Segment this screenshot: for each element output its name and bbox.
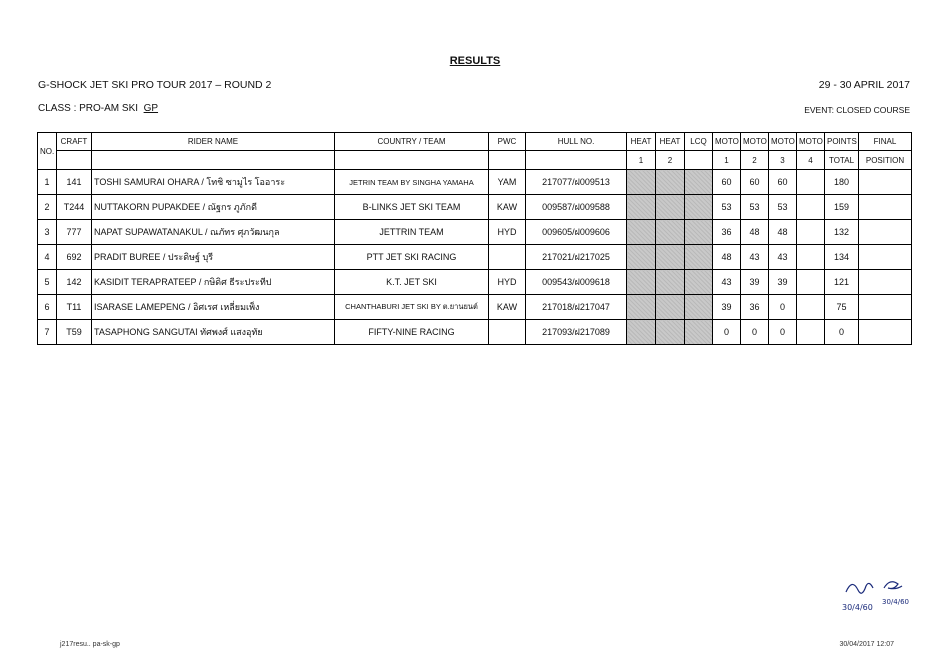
col-moto-4: MOTO	[797, 133, 825, 151]
cell-team: K.T. JET SKI	[335, 270, 489, 295]
col-no: NO.	[38, 133, 57, 170]
col-position: POSITION	[859, 151, 912, 170]
col-final: FINAL	[859, 133, 912, 151]
cell-team: B-LINKS JET SKI TEAM	[335, 195, 489, 220]
cell-position	[859, 195, 912, 220]
event-title: G-SHOCK JET SKI PRO TOUR 2017 – ROUND 2	[38, 79, 272, 91]
cell-m2: 39	[741, 270, 769, 295]
cell-hull: 217093/ฝ217089	[526, 320, 627, 345]
cell-rider: NAPAT SUPAWATANAKUL / ณภัทร ศุภวัฒนกุล	[92, 220, 335, 245]
cell-rider: TOSHI SAMURAI OHARA / โทชิ ซามูไร โออาระ	[92, 170, 335, 195]
cell-m1: 48	[713, 245, 741, 270]
signature-mark	[836, 570, 916, 615]
table-row	[38, 295, 912, 320]
footer-timestamp: 30/04/2017 12:07	[839, 641, 894, 648]
col-country: COUNTRY / TEAM	[335, 133, 489, 151]
cell-no: 1	[38, 170, 57, 195]
shaded-cell	[627, 245, 656, 270]
cell-pwc: HYD	[489, 220, 526, 245]
cell-m3: 39	[769, 270, 797, 295]
cell-m2: 43	[741, 245, 769, 270]
cell-pwc: YAM	[489, 170, 526, 195]
cell-craft: 692	[57, 245, 92, 270]
col-craft: CRAFT	[57, 133, 92, 151]
header-cell	[57, 151, 92, 170]
cell-no: 2	[38, 195, 57, 220]
cell-team: FIFTY-NINE RACING	[335, 320, 489, 345]
cell-m1: 0	[713, 320, 741, 345]
table-row	[38, 270, 912, 295]
shaded-cell	[685, 295, 713, 320]
table-row	[38, 320, 912, 345]
shaded-cell	[627, 220, 656, 245]
cell-hull: 217021/ฝ217025	[526, 245, 627, 270]
cell-m4	[797, 295, 825, 320]
cell-craft: T11	[57, 295, 92, 320]
cell-pwc: HYD	[489, 270, 526, 295]
shaded-cell	[627, 295, 656, 320]
cell-hull: 009543/ฝ009618	[526, 270, 627, 295]
moto-1-number: 1	[713, 151, 741, 170]
cell-position	[859, 220, 912, 245]
cell-position	[859, 270, 912, 295]
cell-team: PTT JET SKI RACING	[335, 245, 489, 270]
cell-m3: 0	[769, 320, 797, 345]
shaded-cell	[685, 220, 713, 245]
shaded-cell	[685, 245, 713, 270]
cell-m3: 0	[769, 295, 797, 320]
cell-total: 121	[825, 270, 859, 295]
cell-position	[859, 170, 912, 195]
col-moto-2: MOTO	[741, 133, 769, 151]
cell-team: JETRIN TEAM BY SINGHA YAMAHA	[335, 170, 489, 195]
cell-no: 6	[38, 295, 57, 320]
cell-m1: 43	[713, 270, 741, 295]
moto-2-number: 2	[741, 151, 769, 170]
cell-no: 4	[38, 245, 57, 270]
header-row	[38, 133, 912, 151]
cell-m4	[797, 170, 825, 195]
shaded-cell	[685, 170, 713, 195]
table-row	[38, 245, 912, 270]
cell-total: 75	[825, 295, 859, 320]
cell-m4	[797, 245, 825, 270]
cell-rider: PRADIT BUREE / ประดิษฐ์ บุรี	[92, 245, 335, 270]
col-lcq: LCQ	[685, 133, 713, 151]
event-type: EVENT: CLOSED COURSE	[804, 105, 910, 115]
cell-team: CHANTHABURI JET SKI BY ต.ยานยนต์	[335, 295, 489, 320]
cell-craft: 777	[57, 220, 92, 245]
cell-rider: TASAPHONG SANGUTAI ทัศพงศ์ แสงอุทัย	[92, 320, 335, 345]
col-total: TOTAL	[825, 151, 859, 170]
cell-craft: T244	[57, 195, 92, 220]
cell-m1: 53	[713, 195, 741, 220]
table-row	[38, 220, 912, 245]
cell-m3: 48	[769, 220, 797, 245]
class-label: CLASS : PRO-AM SKI	[38, 103, 139, 114]
signature-date-left: 30/4/60	[842, 603, 873, 612]
cell-hull: 217018/ฝ217047	[526, 295, 627, 320]
shaded-cell	[656, 195, 685, 220]
cell-m4	[797, 220, 825, 245]
moto-4-number: 4	[797, 151, 825, 170]
cell-team: JETTRIN TEAM	[335, 220, 489, 245]
col-heat-1: HEAT	[627, 133, 656, 151]
header-subrow	[38, 151, 912, 170]
col-pwc: PWC	[489, 133, 526, 151]
col-heat-2: HEAT	[656, 133, 685, 151]
moto-3-number: 3	[769, 151, 797, 170]
col-points: POINTS	[825, 133, 859, 151]
cell-craft: 142	[57, 270, 92, 295]
cell-m3: 53	[769, 195, 797, 220]
col-moto-3: MOTO	[769, 133, 797, 151]
cell-rider: KASIDIT TERAPRATEEP / กษิดิศ ธีระประทีป	[92, 270, 335, 295]
header-cell	[335, 151, 489, 170]
cell-total: 134	[825, 245, 859, 270]
shaded-cell	[627, 195, 656, 220]
cell-m4	[797, 195, 825, 220]
page-title: RESULTS	[449, 55, 501, 67]
cell-m1: 60	[713, 170, 741, 195]
col-hull: HULL NO.	[526, 133, 627, 151]
cell-no: 7	[38, 320, 57, 345]
cell-m2: 53	[741, 195, 769, 220]
cell-m1: 36	[713, 220, 741, 245]
cell-hull: 009605/ฝ009606	[526, 220, 627, 245]
signature-date-right: 30/4/60	[882, 598, 909, 606]
cell-m3: 60	[769, 170, 797, 195]
cell-m2: 0	[741, 320, 769, 345]
cell-rider: NUTTAKORN PUPAKDEE / ณัฐกร ภูภักดี	[92, 195, 335, 220]
heat-2-number: 2	[656, 151, 685, 170]
cell-m4	[797, 270, 825, 295]
shaded-cell	[685, 320, 713, 345]
shaded-cell	[627, 320, 656, 345]
signature	[836, 570, 916, 615]
class-line	[38, 103, 158, 114]
shaded-cell	[656, 295, 685, 320]
cell-position	[859, 245, 912, 270]
header-cell	[489, 151, 526, 170]
cell-m3: 43	[769, 245, 797, 270]
cell-position	[859, 320, 912, 345]
cell-no: 5	[38, 270, 57, 295]
cell-pwc	[489, 245, 526, 270]
header-cell	[92, 151, 335, 170]
cell-hull: 217077/ฝ009513	[526, 170, 627, 195]
cell-pwc: KAW	[489, 295, 526, 320]
cell-pwc	[489, 320, 526, 345]
cell-total: 159	[825, 195, 859, 220]
shaded-cell	[656, 320, 685, 345]
shaded-cell	[685, 270, 713, 295]
shaded-cell	[656, 245, 685, 270]
footer-file: j217resu.. pa-sk-gp	[60, 641, 120, 648]
table-row	[38, 170, 912, 195]
shaded-cell	[656, 220, 685, 245]
shaded-cell	[627, 170, 656, 195]
shaded-cell	[685, 195, 713, 220]
cell-m2: 60	[741, 170, 769, 195]
header-cell	[526, 151, 627, 170]
shaded-cell	[656, 270, 685, 295]
header-cell	[685, 151, 713, 170]
shaded-cell	[656, 170, 685, 195]
cell-no: 3	[38, 220, 57, 245]
cell-total: 0	[825, 320, 859, 345]
cell-craft: 141	[57, 170, 92, 195]
cell-total: 132	[825, 220, 859, 245]
table-row	[38, 195, 912, 220]
results-table	[37, 132, 912, 345]
cell-hull: 009587/ฝ009588	[526, 195, 627, 220]
event-date: 29 - 30 APRIL 2017	[818, 79, 910, 91]
cell-rider: ISARASE LAMEPENG / อิศเรศ เหลี่ยมเพ็ง	[92, 295, 335, 320]
cell-position	[859, 295, 912, 320]
shaded-cell	[627, 270, 656, 295]
cell-m2: 48	[741, 220, 769, 245]
col-moto-1: MOTO	[713, 133, 741, 151]
cell-total: 180	[825, 170, 859, 195]
cell-pwc: KAW	[489, 195, 526, 220]
cell-m2: 36	[741, 295, 769, 320]
cell-m4	[797, 320, 825, 345]
class-code: GP	[143, 103, 159, 114]
col-rider: RIDER NAME	[92, 133, 335, 151]
cell-m1: 39	[713, 295, 741, 320]
heat-1-number: 1	[627, 151, 656, 170]
cell-craft: T59	[57, 320, 92, 345]
